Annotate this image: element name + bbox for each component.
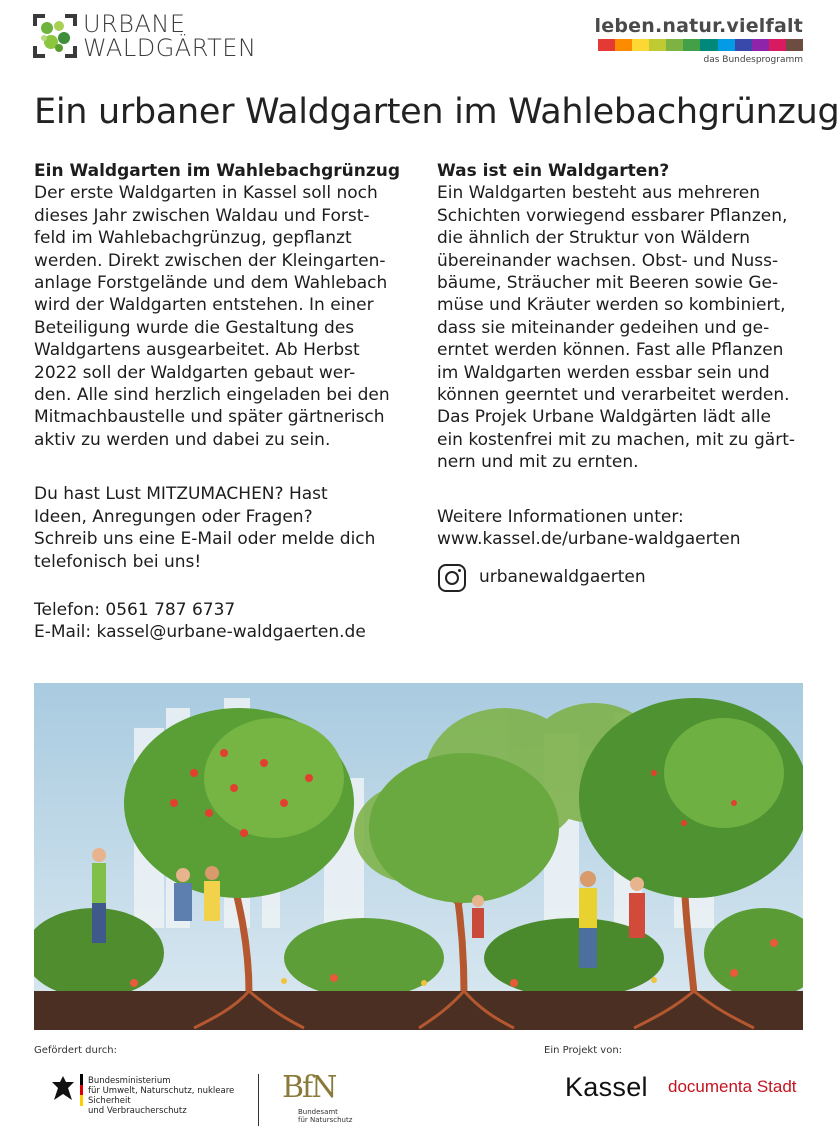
- forest-garden-logo-icon: [33, 14, 77, 58]
- phone-number[interactable]: Telefon: 0561 787 6737: [34, 599, 236, 620]
- body-line: im Waldgarten werden essbar sein und: [437, 362, 770, 383]
- ministry-line: und Verbraucherschutz: [88, 1106, 187, 1116]
- right-heading: Was ist ein Waldgarten?: [437, 161, 670, 181]
- federal-eagle-icon: [50, 1074, 76, 1108]
- ministry-line: Bundesministerium: [88, 1076, 171, 1086]
- left-body: [34, 182, 409, 451]
- body-line: den. Alle sind herzlich eingeladen bei den: [34, 385, 390, 406]
- body-line: Beteiligung wurde die Gestaltung des: [34, 317, 355, 338]
- color-bar-segment: [700, 39, 717, 51]
- color-bar-segment: [666, 39, 683, 51]
- right-column: [437, 160, 812, 593]
- cta-line: telefonisch bei uns!: [34, 551, 202, 572]
- color-bar-segment: [615, 39, 632, 51]
- body-line: Der erste Waldgarten in Kassel soll noch: [34, 183, 378, 204]
- body-line: wird der Waldgarten entstehen. In einer: [34, 295, 374, 316]
- bfn-name: [298, 1108, 352, 1124]
- instagram-icon: [437, 563, 467, 593]
- ministry-name: [88, 1076, 250, 1116]
- leben-natur-vielfalt-logo: [593, 15, 803, 75]
- ministry-logo: [50, 1072, 250, 1116]
- body-line: ein kostenfrei mit zu machen, mit zu gärt-: [437, 429, 795, 450]
- documenta-stadt-logo: documenta Stadt: [668, 1077, 797, 1096]
- illustration-image: [34, 683, 803, 1030]
- color-bar-segment: [683, 39, 700, 51]
- body-line: anlage Forstgelände und dem Wahlebach: [34, 273, 388, 294]
- color-bar-segment: [649, 39, 666, 51]
- logo-line1: URBANE: [83, 10, 186, 38]
- logo-line2: WALDGÄRTEN: [83, 34, 257, 62]
- body-line: die ähnlich der Struktur von Wäldern: [437, 228, 751, 249]
- email-address[interactable]: E-Mail: kassel@urbane-waldgaerten.de: [34, 622, 366, 643]
- german-flag-icon: [80, 1074, 83, 1106]
- kassel-logo: Kassel: [565, 1072, 648, 1102]
- body-line: übereinander wachsen. Obst- und Nuss-: [437, 250, 779, 271]
- color-bar-segment: [786, 39, 803, 51]
- body-line: aktiv zu werden und dabei zu sein.: [34, 429, 331, 450]
- right-body: [437, 182, 812, 473]
- program-logo-text: leben.natur.vielfalt: [594, 15, 803, 37]
- body-line: bäume, Sträucher mit Beeren sowie Ge-: [437, 273, 779, 294]
- left-column: [34, 160, 409, 644]
- left-heading: Ein Waldgarten im Wahlebachgrünzug: [34, 161, 401, 181]
- bfn-logo: [282, 1070, 362, 1126]
- program-color-bar: [598, 39, 803, 51]
- body-line: werden. Direkt zwischen der Kleingarten-: [34, 250, 386, 271]
- funded-by-label: Gefördert durch:: [34, 1045, 117, 1056]
- page-title: Ein urbaner Waldgarten im Wahlebachgrünzug: [34, 92, 839, 132]
- bfn-logo-mark: BfN: [282, 1070, 336, 1105]
- body-line: Mitmachbaustelle und später gärtnerisch: [34, 407, 385, 428]
- info-url[interactable]: www.kassel.de/urbane-waldgaerten: [437, 529, 741, 550]
- color-bar-segment: [769, 39, 786, 51]
- instagram-handle: urbanewaldgaerten: [479, 567, 646, 588]
- cta-line: Du hast Lust MITZUMACHEN? Hast: [34, 484, 328, 505]
- ministry-line: für Umwelt, Naturschutz, nukleare Sicherheit: [88, 1086, 235, 1106]
- forest-garden-illustration: [34, 683, 803, 1030]
- body-line: müse und Kräuter werden so kombiniert,: [437, 295, 786, 316]
- body-line: 2022 soll der Waldgarten gebaut wer-: [34, 362, 356, 383]
- footer-divider: [258, 1074, 259, 1126]
- call-to-action: [34, 483, 409, 573]
- instagram-link[interactable]: [437, 563, 812, 593]
- body-line: können geerntet und verarbeitet werden.: [437, 385, 790, 406]
- color-bar-segment: [752, 39, 769, 51]
- project-by-label: Ein Projekt von:: [544, 1045, 623, 1056]
- body-line: dass sie miteinander gedeihen und ge-: [437, 317, 770, 338]
- color-bar-segment: [718, 39, 735, 51]
- bfn-line: Bundesamt: [298, 1108, 338, 1116]
- program-subtitle: das Bundesprogramm: [703, 55, 803, 65]
- body-line: Waldgartens ausgearbeitet. Ab Herbst: [34, 340, 360, 361]
- body-line: feld im Wahlebachgrünzug, gepflanzt: [34, 228, 352, 249]
- bfn-line: für Naturschutz: [298, 1116, 353, 1124]
- info-label: Weitere Informationen unter:: [437, 506, 684, 527]
- body-line: erntet werden können. Fast alle Pflanzen: [437, 340, 784, 361]
- body-line: Das Projek Urbane Waldgärten lädt alle: [437, 407, 771, 428]
- urbane-waldgaerten-logo: [33, 12, 273, 62]
- logo-wordmark: [83, 12, 256, 60]
- color-bar-segment: [632, 39, 649, 51]
- color-bar-segment: [598, 39, 615, 51]
- cta-line: Ideen, Anregungen oder Fragen?: [34, 506, 313, 527]
- body-line: dieses Jahr zwischen Waldau und Forst-: [34, 205, 370, 226]
- body-line: nern und mit zu ernten.: [437, 452, 639, 473]
- body-line: Ein Waldgarten besteht aus mehreren: [437, 183, 761, 204]
- cta-line: Schreib uns eine E-Mail oder melde dich: [34, 529, 376, 550]
- body-line: Schichten vorwiegend essbarer Pflanzen,: [437, 205, 788, 226]
- color-bar-segment: [735, 39, 752, 51]
